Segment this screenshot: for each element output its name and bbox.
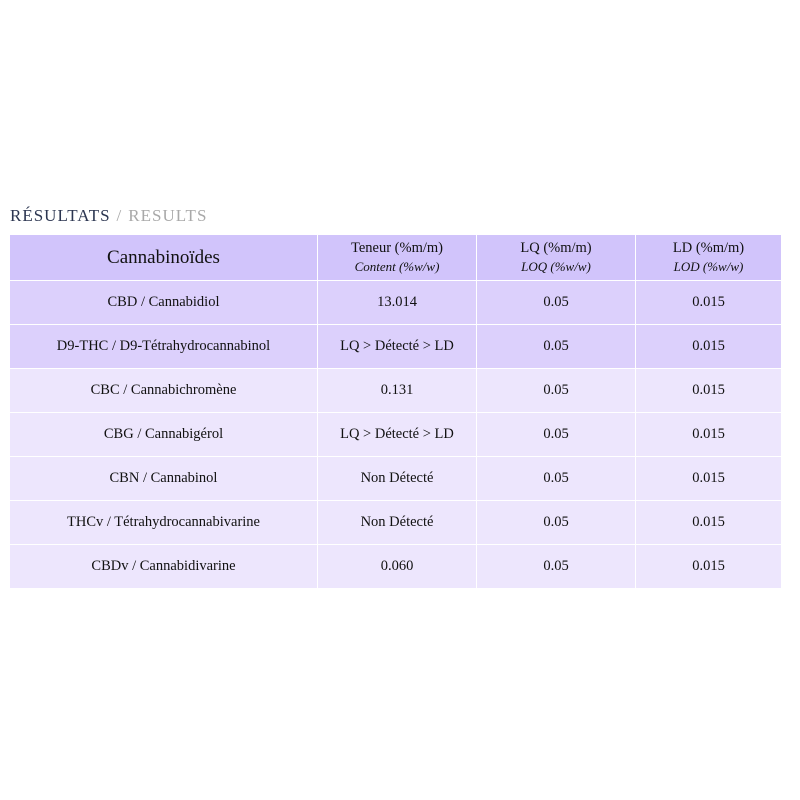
section-heading — [10, 206, 207, 226]
cell-ld: 0.015 — [636, 369, 782, 413]
cell-cannabinoid: CBN / Cannabinol — [10, 457, 318, 501]
table-row — [10, 545, 782, 589]
cell-ld: 0.015 — [636, 413, 782, 457]
cell-ld: 0.015 — [636, 325, 782, 369]
cell-ld: 0.015 — [636, 501, 782, 545]
cell-content: 0.131 — [318, 369, 477, 413]
cell-lq: 0.05 — [477, 457, 636, 501]
table-header-row — [10, 235, 782, 281]
heading-fr: RÉSULTATS — [10, 206, 111, 225]
header-content-sublabel: Content (%w/w) — [354, 259, 440, 274]
heading-en: RESULTS — [128, 206, 208, 225]
table-row — [10, 325, 782, 369]
cell-ld: 0.015 — [636, 281, 782, 325]
cell-cannabinoid: CBG / Cannabigérol — [10, 413, 318, 457]
cell-lq: 0.05 — [477, 413, 636, 457]
heading-separator: / — [116, 206, 123, 225]
cell-content: Non Détecté — [318, 501, 477, 545]
cell-ld: 0.015 — [636, 545, 782, 589]
cell-lq: 0.05 — [477, 545, 636, 589]
cell-lq: 0.05 — [477, 501, 636, 545]
cell-content: LQ > Détecté > LD — [318, 325, 477, 369]
header-ld — [636, 235, 782, 281]
cell-ld: 0.015 — [636, 457, 782, 501]
cell-content: Non Détecté — [318, 457, 477, 501]
cell-content: LQ > Détecté > LD — [318, 413, 477, 457]
table-row — [10, 413, 782, 457]
cell-lq: 0.05 — [477, 281, 636, 325]
header-cannabinoids-label: Cannabinoïdes — [107, 246, 220, 268]
header-ld-label: LD (%m/m) — [672, 240, 745, 256]
table-row — [10, 369, 782, 413]
cell-cannabinoid: CBDv / Cannabidivarine — [10, 545, 318, 589]
results-table — [9, 234, 782, 589]
header-lq — [477, 235, 636, 281]
cell-lq: 0.05 — [477, 369, 636, 413]
cell-cannabinoid: CBC / Cannabichromène — [10, 369, 318, 413]
header-lq-sublabel: LOQ (%w/w) — [521, 259, 591, 274]
header-lq-label: LQ (%m/m) — [520, 240, 592, 256]
cell-cannabinoid: CBD / Cannabidiol — [10, 281, 318, 325]
header-cannabinoids — [10, 235, 318, 281]
header-content — [318, 235, 477, 281]
table-row — [10, 281, 782, 325]
table-row — [10, 457, 782, 501]
header-ld-sublabel: LOD (%w/w) — [673, 259, 744, 274]
cell-cannabinoid: D9-THC / D9-Tétrahydrocannabinol — [10, 325, 318, 369]
cell-cannabinoid: THCv / Tétrahydrocannabivarine — [10, 501, 318, 545]
cell-lq: 0.05 — [477, 325, 636, 369]
header-content-label: Teneur (%m/m) — [351, 240, 443, 256]
cell-content: 13.014 — [318, 281, 477, 325]
cell-content: 0.060 — [318, 545, 477, 589]
table-row — [10, 501, 782, 545]
